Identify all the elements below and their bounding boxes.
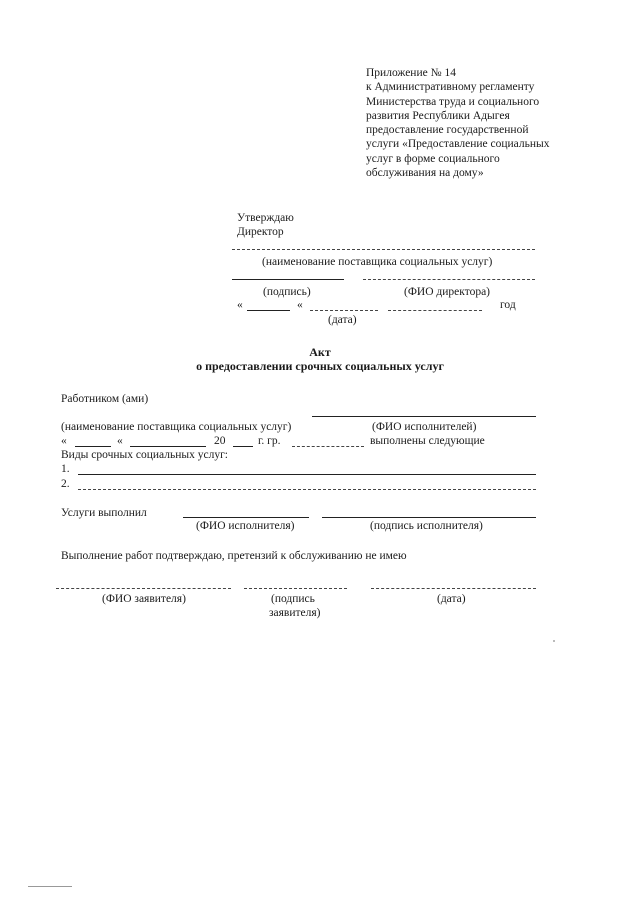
applicant-name-caption: (ФИО заявителя): [102, 593, 186, 605]
document-title: Акт: [309, 345, 331, 359]
date-quote-open: «: [61, 435, 67, 447]
service-item-number: 1.: [61, 463, 70, 475]
applicant-signature-caption: (подпись: [271, 593, 315, 605]
service-item-line[interactable]: [78, 489, 536, 490]
appendix-line: Приложение № 14: [366, 67, 456, 79]
applicant-date-line[interactable]: [371, 588, 536, 589]
act-day-line[interactable]: [75, 446, 111, 447]
approve-label: Утверждаю: [237, 212, 294, 224]
date-caption: (дата): [328, 314, 357, 326]
applicant-signature-caption: заявителя): [269, 607, 321, 619]
performed-text: выполнены следующие: [370, 435, 485, 447]
year-prefix: 20: [214, 435, 226, 447]
executor-signature-caption: (подпись исполнителя): [370, 520, 483, 532]
act-month-line[interactable]: [130, 446, 206, 447]
document-subtitle: о предоставлении срочных социальных услуг: [196, 359, 444, 373]
applicant-date-caption: (дата): [437, 593, 466, 605]
citizen-name-line[interactable]: [292, 446, 364, 447]
director-label: Директор: [237, 226, 284, 238]
date-month-line[interactable]: [310, 310, 378, 311]
appendix-line: предоставление государственной: [366, 124, 529, 137]
appendix-line: развития Республики Адыгея: [366, 109, 510, 122]
executors-name-line[interactable]: [312, 416, 536, 417]
performed-by-label: Услуги выполнил: [61, 507, 147, 519]
year-suffix: г. гр.: [258, 435, 281, 447]
date-year-line[interactable]: [388, 310, 482, 311]
executor-signature-line[interactable]: [322, 517, 536, 518]
provider-name-line[interactable]: [232, 249, 535, 250]
director-signature-line[interactable]: [232, 279, 344, 280]
footnote-separator: [28, 886, 72, 887]
appendix-line: Министерства труда и социального: [366, 95, 540, 108]
confirmation-text: Выполнение работ подтверждаю, претензий к обслуживанию не имею: [61, 550, 407, 562]
applicant-signature-line[interactable]: [244, 588, 347, 589]
provider-name-caption: (наименование поставщика социальных услуг): [262, 256, 493, 268]
year-word: год: [500, 299, 516, 311]
services-label: Виды срочных социальных услуг:: [61, 449, 228, 461]
provider-name-caption: (наименование поставщика социальных услуг): [61, 421, 292, 433]
date-quote-open: «: [237, 299, 243, 311]
workers-label: Работником (ами): [61, 393, 149, 405]
appendix-line: обслуживания на дому»: [366, 167, 484, 180]
date-quote-open: «: [297, 299, 303, 311]
scan-artifact: [553, 640, 555, 642]
director-name-line[interactable]: [363, 279, 535, 280]
appendix-line: к Административному регламенту: [366, 81, 535, 94]
signature-caption: (подпись): [263, 286, 311, 298]
appendix-header: [366, 66, 626, 180]
date-quote-open: «: [117, 435, 123, 447]
executors-caption: (ФИО исполнителей): [372, 421, 477, 433]
director-name-caption: (ФИО директора): [404, 286, 491, 298]
executor-name-caption: (ФИО исполнителя): [196, 520, 295, 532]
appendix-line: услуги «Предоставление социальных: [366, 138, 550, 151]
appendix-line: услуг в форме социального: [366, 152, 500, 165]
applicant-name-line[interactable]: [56, 588, 231, 589]
service-item-line[interactable]: [78, 474, 536, 475]
service-item-number: 2.: [61, 478, 70, 490]
date-day-line[interactable]: [247, 310, 290, 311]
executor-name-line[interactable]: [183, 517, 309, 518]
act-year-line[interactable]: [233, 446, 253, 447]
